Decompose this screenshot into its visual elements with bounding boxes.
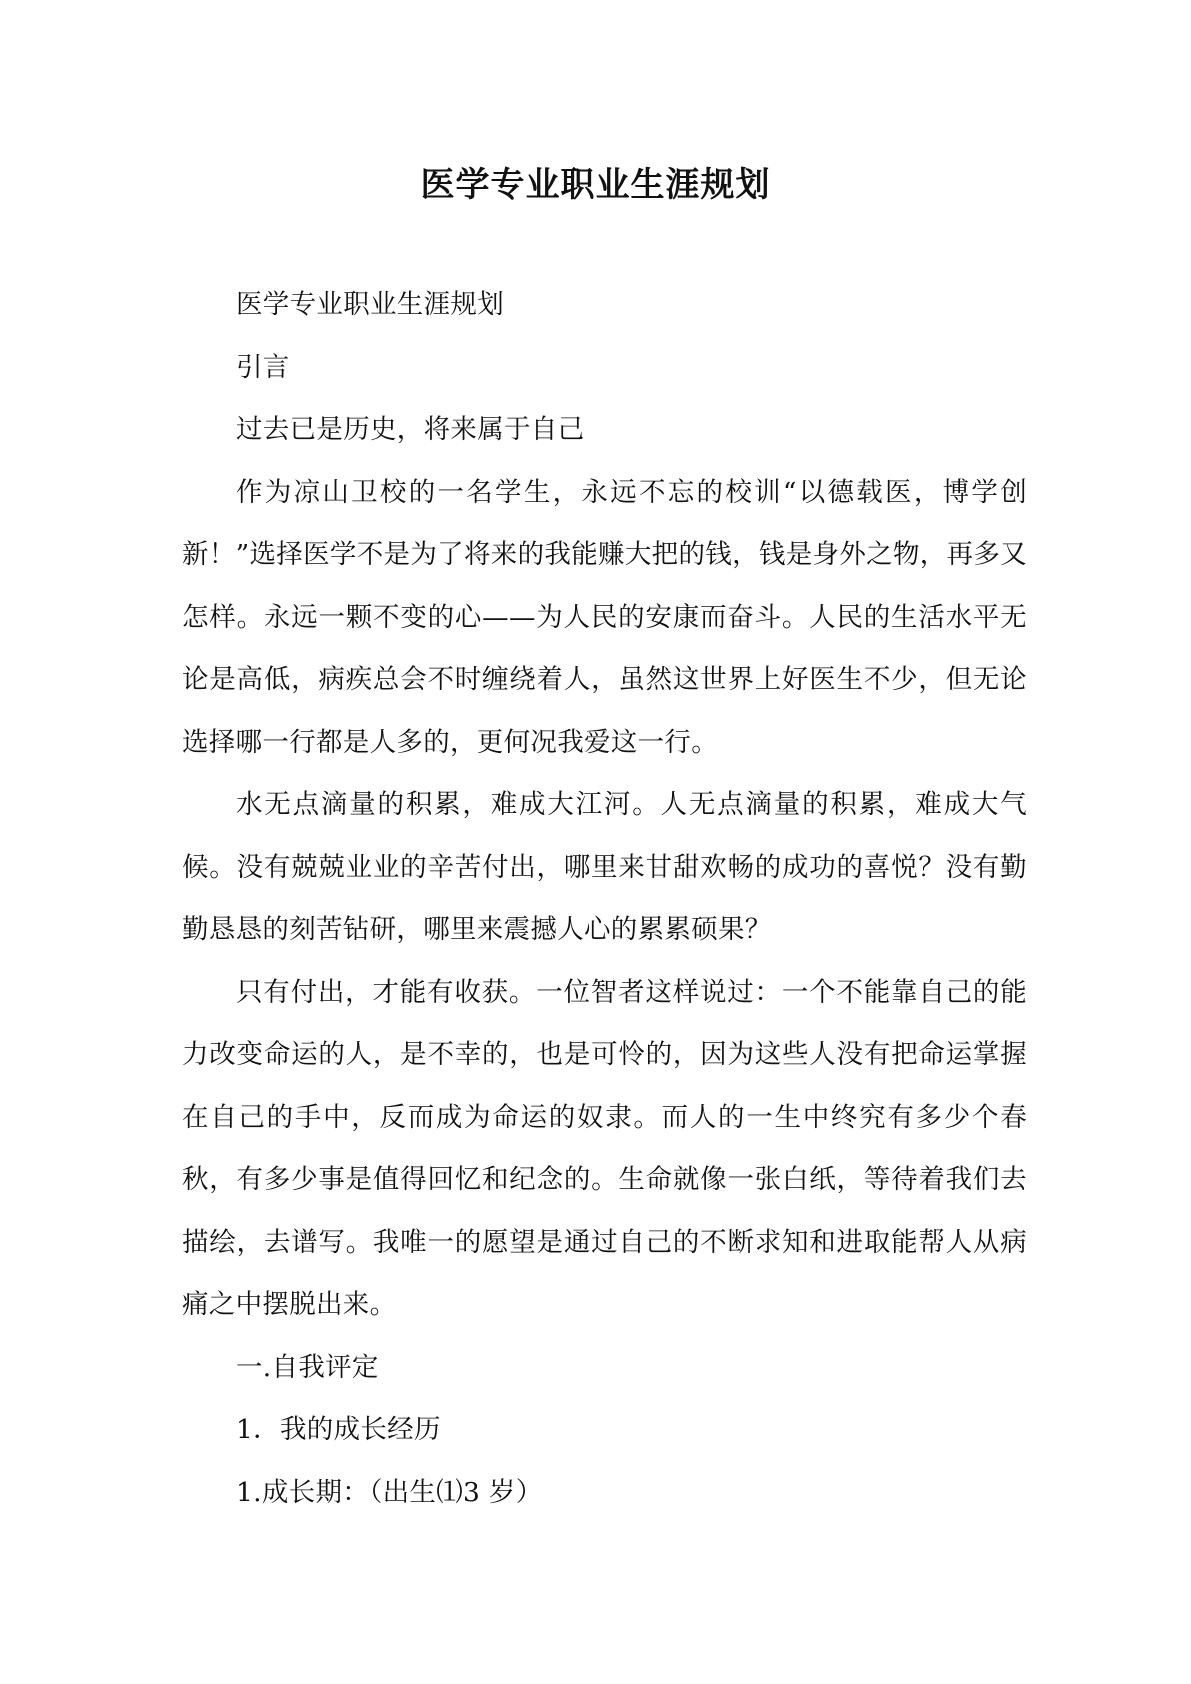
- paragraph-body-3: 只有付出，才能有收获。一位智者这样说过：一个不能靠自己的能力改变命运的人，是不幸的，也是可怜的，因为这些人没有把命运掌握在自己的手中，反而成为命运的奴隶。而人的一生中终究有多少个春秋，有多少事是值得回忆和纪念的。生命就像一张白纸，等待着我们去描绘，去谱写。我唯一的愿望是通过自己的不断求知和进取能帮人从病痛之中摆脱出来。: [182, 976, 1027, 1320]
- paragraph-body-2: 水无点滴量的积累，难成大江河。人无点滴量的积累，难成大气候。没有兢兢业业的辛苦付出，哪里来甘甜欢畅的成功的喜悦？没有勤勤恳恳的刻苦钻研，哪里来震撼人心的累累硕果？: [182, 789, 1027, 945]
- document-title: 医学专业职业生涯规划: [420, 165, 771, 205]
- section-heading-self-assessment: 一.自我评定: [236, 1351, 379, 1383]
- paragraph-intro-heading: 引言: [236, 351, 290, 383]
- paragraph-motto: 过去已是历史，将来属于自己: [236, 414, 585, 445]
- paragraph-body-1: 作为凉山卫校的一名学生，永远不忘的校训“以德载医，博学创新！”选择医学不是为了将来的我能赚大把的钱，钱是身外之物，再多又怎样。永远一颗不变的心——为人民的安康而奋斗。人民的生活水平无论是高低，病疾总会不时缠绕着人，虽然这世界上好医生不少，但无论选择哪一行都是人多的，更何况我爱这一行。: [182, 476, 1027, 758]
- document-body: [182, 274, 1027, 1524]
- paragraph-subtitle: 医学专业职业生涯规划: [236, 289, 504, 320]
- subsection-heading-growth: 1．我的成长经历: [236, 1414, 441, 1445]
- list-item-growth-stage: 1.成长期：（出生⑴3 岁）: [236, 1476, 543, 1508]
